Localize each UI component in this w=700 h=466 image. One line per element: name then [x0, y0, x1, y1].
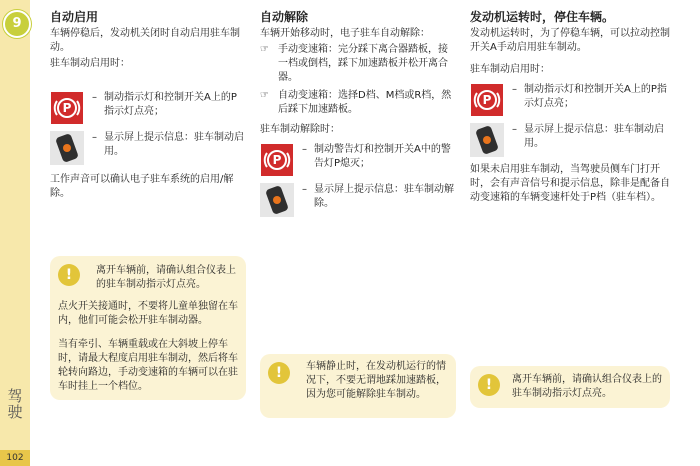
dash-icon: –: [512, 84, 517, 95]
column-auto-enable: [50, 10, 246, 203]
col3-enable-label: 驻车制动启用时：: [470, 64, 550, 75]
warning1-children: 点火开关接通时，不要将儿童单独留在车内，他们可能会松开驻车制动器。: [58, 301, 238, 326]
col3-item2-text: 显示屏上提示信息：驻车制动启用。: [524, 124, 664, 149]
col1-item-display: [50, 131, 246, 165]
parking-brake-warning-icon: [260, 143, 294, 177]
parking-brake-switch-icon: [50, 131, 84, 165]
heading-auto-release: 自动解除: [260, 10, 309, 24]
warning-box-check-indicator: [470, 366, 670, 408]
dash-icon: –: [302, 184, 307, 195]
col1-item2-text: 显示屏上提示信息：驻车制动启用。: [104, 132, 244, 157]
col3-intro: 发动机运转时，为了停稳车辆，可以拉动控制开关A手动启用驻车制动。: [470, 28, 670, 53]
heading-auto-enable: 自动启用: [50, 10, 99, 24]
pointing-hand-icon: ☞: [260, 44, 269, 55]
warning-box-accelerator: [260, 354, 456, 418]
col1-enable-label: 驻车制动启用时：: [50, 58, 130, 69]
chapter-badge: 9: [3, 10, 31, 38]
parking-brake-warning-icon: [470, 83, 504, 117]
col1-item-warning-light: [50, 91, 246, 125]
col3-note: 如果未启用驻车制动，当驾驶员侧车门打开时，会有声音信号和提示信息，除非是配备自动变速箱的车辆变速杆处于P档（驻车档）。: [470, 164, 670, 203]
col1-confirm: 工作声音可以确认电子驻车系统的启用/解除。: [50, 174, 234, 199]
column-engine-running: [470, 10, 670, 207]
col1-item1-text: 制动指示灯和控制开关A上的P指示灯点亮；: [104, 92, 237, 117]
parking-brake-switch-icon: [260, 183, 294, 217]
dash-icon: –: [512, 124, 517, 135]
page-number: 102: [0, 450, 30, 466]
warning-icon: !: [268, 362, 290, 384]
col2-bullet-auto: [260, 89, 456, 117]
col3-item1-text: 制动指示灯和控制开关A上的P指示灯点亮；: [524, 84, 667, 109]
warning1-towing: 当有牵引、车辆重载或在大斜坡上停车时，请最大程度启用驻车制动，然后将车轮转向路边，手动变速箱的车辆可以在驻车时挂上一个档位。: [58, 339, 238, 392]
warning-box-leave-vehicle: [50, 256, 246, 400]
dash-icon: –: [92, 92, 97, 103]
col2-item-display: [260, 183, 456, 217]
warning-icon: !: [478, 374, 500, 396]
col2-item-warning-light: [260, 143, 456, 177]
warning3-text: 离开车辆前，请确认组合仪表上的驻车制动指示灯点亮。: [512, 374, 662, 399]
heading-engine-running: 发动机运转时，停住车辆。: [470, 10, 615, 24]
col1-intro: 车辆停稳后，发动机关闭时自动启用驻车制动。: [50, 28, 240, 53]
col2-item1-text: 制动警告灯和控制开关A中的警告灯P熄灭；: [314, 144, 451, 169]
svg-text:P: P: [272, 153, 282, 167]
col3-item-display: [470, 123, 670, 157]
col2-bullet-manual: [260, 43, 456, 85]
parking-brake-switch-icon: [470, 123, 504, 157]
warning-icon: !: [58, 264, 80, 286]
parking-brake-warning-icon: [50, 91, 84, 125]
col2-item2-text: 显示屏上提示信息：驻车制动解除。: [314, 184, 454, 209]
col3-item-warning-light: [470, 83, 670, 117]
column-auto-release: [260, 10, 456, 223]
col2-intro: 车辆开始移动时，电子驻车自动解除：: [260, 28, 430, 39]
dash-icon: –: [92, 132, 97, 143]
chapter-sidebar: [0, 0, 30, 466]
col2-release-label: 驻车制动解除时：: [260, 124, 340, 135]
dash-icon: –: [302, 144, 307, 155]
svg-text:P: P: [62, 101, 72, 115]
col2-bullet2-text: 自动变速箱：选择D档、M档或R档，然后踩下加速踏板。: [278, 90, 452, 115]
warning2-text: 车辆静止时，在发动机运行的情况下，不要无谓地踩加速踏板，因为您可能解除驻车制动。: [306, 361, 446, 400]
col2-bullet1-text: 手动变速箱：完分踩下离合器踏板，接一档或倒档，踩下加速踏板并松开离合器。: [278, 44, 448, 83]
section-label: 驾驶: [7, 387, 23, 421]
warning1-first: 离开车辆前，请确认组合仪表上的驻车制动指示灯点亮。: [96, 265, 236, 290]
svg-text:P: P: [482, 93, 492, 107]
pointing-hand-icon: ☞: [260, 90, 269, 101]
